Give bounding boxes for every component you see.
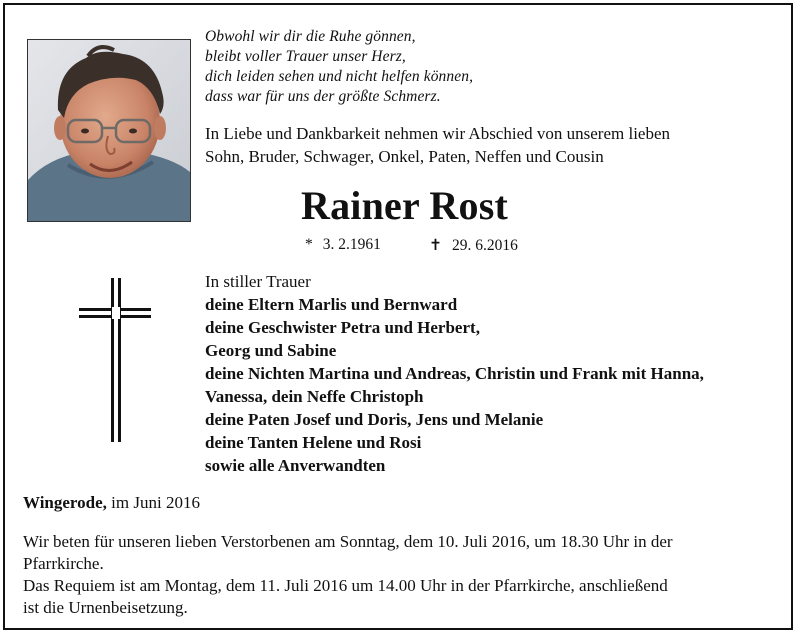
farewell-line: In Liebe und Dankbarkeit nehmen wir Abschied von unserem lieben bbox=[205, 124, 671, 143]
mourner-line: sowie alle Anverwandten bbox=[205, 456, 386, 475]
place-date: im Juni 2016 bbox=[111, 493, 200, 512]
mourner-line: Georg und Sabine bbox=[205, 341, 337, 360]
mourner-line: Vanessa, dein Neffe Christoph bbox=[205, 387, 424, 406]
poem-line: dass war für uns der größte Schmerz. bbox=[205, 88, 441, 105]
birth-date bbox=[305, 236, 381, 254]
deceased-name: Rainer Rost bbox=[301, 183, 509, 228]
obituary-notice bbox=[3, 3, 793, 630]
birth-date-value: 3. 2.1961 bbox=[322, 236, 381, 253]
poem bbox=[205, 27, 473, 107]
place-and-date bbox=[23, 493, 200, 513]
farewell-text bbox=[205, 122, 670, 168]
service-line: ist die Urnenbeisetzung. bbox=[23, 598, 188, 617]
mourners-list bbox=[205, 270, 704, 477]
mourner-line: deine Nichten Martina und Andreas, Christin und Frank mit Hanna, bbox=[205, 364, 704, 383]
death-date bbox=[429, 236, 518, 255]
service-line: Das Requiem ist am Montag, dem 11. Juli 2016 um 14.00 Uhr in der Pfarrkirche, anschließend bbox=[23, 576, 668, 595]
place-town: Wingerode, bbox=[23, 493, 107, 512]
birth-star-icon: * bbox=[305, 236, 313, 253]
death-cross-icon: ✝ bbox=[429, 237, 442, 254]
poem-line: dich leiden sehen und nicht helfen können, bbox=[205, 68, 474, 85]
mourner-line: deine Paten Josef und Doris, Jens und Melanie bbox=[205, 410, 544, 429]
farewell-line: Sohn, Bruder, Schwager, Onkel, Paten, Neffen und Cousin bbox=[205, 147, 604, 166]
portrait-photo-icon bbox=[28, 40, 190, 221]
mourners-heading: In stiller Trauer bbox=[205, 272, 311, 291]
portrait-photo bbox=[27, 39, 191, 222]
mourner-line: deine Geschwister Petra und Herbert, bbox=[205, 318, 480, 337]
service-line: Wir beten für unseren lieben Verstorbenen am Sonntag, dem 10. Juli 2016, um 18.30 Uhr in der bbox=[23, 532, 673, 551]
service-info bbox=[23, 531, 783, 619]
cross-icon bbox=[79, 278, 153, 446]
service-line: Pfarrkirche. bbox=[23, 554, 104, 573]
death-date-value: 29. 6.2016 bbox=[452, 237, 518, 254]
poem-line: bleibt voller Trauer unser Herz, bbox=[205, 48, 406, 65]
mourner-line: deine Tanten Helene und Rosi bbox=[205, 433, 422, 452]
mourner-line: deine Eltern Marlis und Bernward bbox=[205, 295, 458, 314]
poem-line: Obwohl wir dir die Ruhe gönnen, bbox=[205, 28, 416, 45]
